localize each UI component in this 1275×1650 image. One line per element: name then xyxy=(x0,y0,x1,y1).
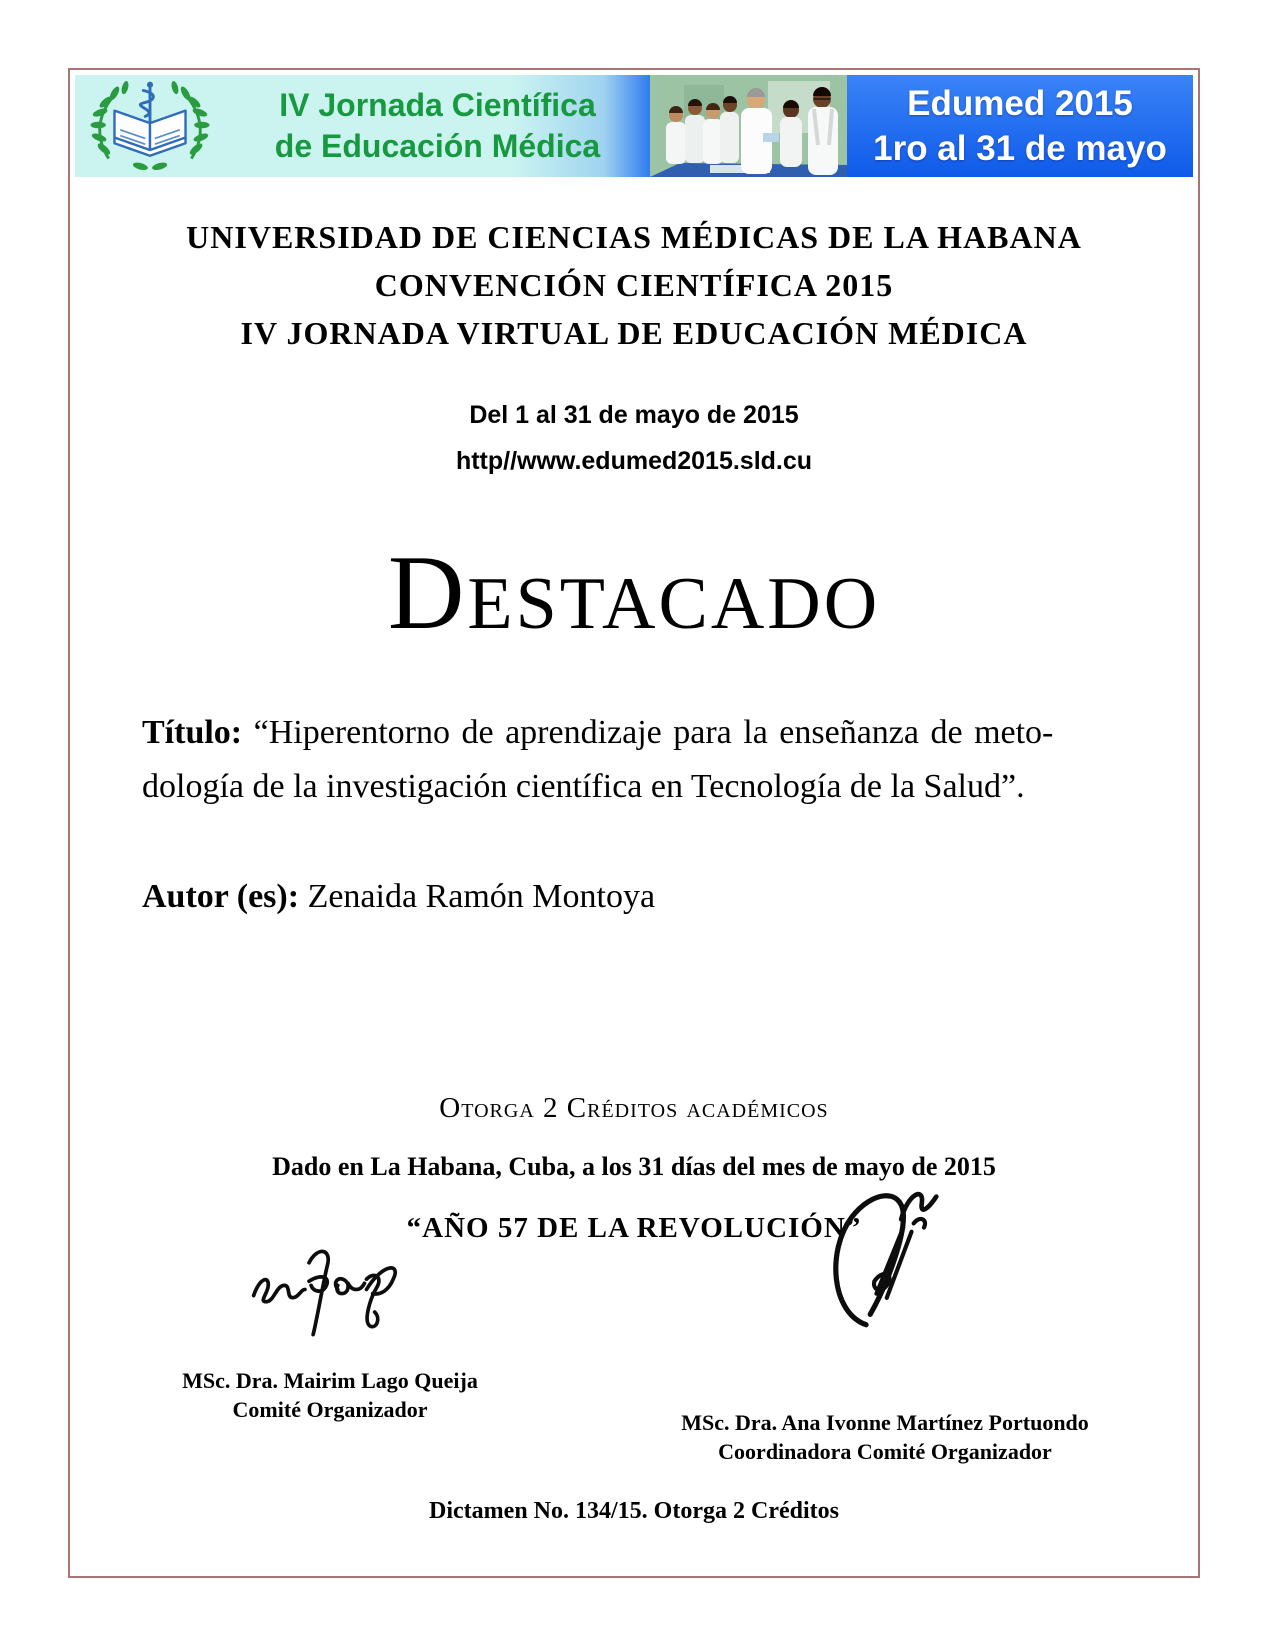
author-label: Autor (es): xyxy=(142,878,300,915)
credits-line: Otorga 2 Créditos académicos xyxy=(439,1092,829,1124)
title-label: Título: xyxy=(142,714,243,751)
university-name: UNIVERSIDAD DE CIENCIAS MÉDICAS DE LA HABANA xyxy=(186,219,1082,255)
signatory-left-role: Comité Organizador xyxy=(232,1397,428,1422)
signatory-right-role: Coordinadora Comité Organizador xyxy=(718,1439,1052,1464)
signature-left-image xyxy=(245,1232,410,1350)
event-dates-block xyxy=(70,392,1198,484)
work-title-line1 xyxy=(142,706,1126,760)
banner xyxy=(75,75,1193,177)
award-title: Destacado xyxy=(387,534,881,651)
signatory-right-name: MSc. Dra. Ana Ivonne Martínez Portuondo xyxy=(681,1410,1089,1435)
event-date-range: Del 1 al 31 de mayo de 2015 xyxy=(469,401,799,429)
work-title-line2: dología de la investigación científica en Tecnología de la Salud”. xyxy=(142,768,1025,805)
signatory-left-block xyxy=(140,1366,520,1424)
laurel-book-caduceus-logo-icon xyxy=(75,78,225,174)
event-url: http//www.edumed2015.sld.cu xyxy=(455,447,813,475)
title-text-1: “Hiperentorno de aprendizaje para la enseñanza de meto- xyxy=(253,714,1054,751)
banner-right-panel xyxy=(847,75,1193,177)
certificate-frame xyxy=(68,68,1200,1578)
banner-left-title xyxy=(225,85,650,167)
work-title-block xyxy=(142,706,1126,814)
banner-photo xyxy=(650,75,847,177)
dictamen-line: Dictamen No. 134/15. Otorga 2 Créditos xyxy=(429,1498,839,1524)
author-block xyxy=(142,878,1126,916)
convention-name: CONVENCIÓN CIENTÍFICA 2015 xyxy=(374,267,894,303)
signature-right-image xyxy=(812,1178,947,1333)
edumed-dates: 1ro al 31 de mayo xyxy=(873,129,1167,168)
banner-left-title-line2: de Educación Médica xyxy=(274,128,601,164)
author-name: Zenaida Ramón Montoya xyxy=(307,878,656,915)
signatory-right-block xyxy=(660,1408,1110,1466)
edumed-title: Edumed 2015 xyxy=(907,84,1133,123)
signatory-left-name: MSc. Dra. Mairim Lago Queija xyxy=(182,1368,478,1393)
jornada-name: IV JORNADA VIRTUAL DE EDUCACIÓN MÉDICA xyxy=(240,315,1028,351)
banner-left-title-line1: IV Jornada Científica xyxy=(279,87,596,123)
revolution-year-line: “AÑO 57 DE LA REVOLUCIÓN” xyxy=(406,1212,862,1244)
banner-left-section xyxy=(75,75,650,177)
organization-heading xyxy=(70,213,1198,357)
issued-line: Dado en La Habana, Cuba, a los 31 días del mes de mayo de 2015 xyxy=(272,1152,996,1181)
